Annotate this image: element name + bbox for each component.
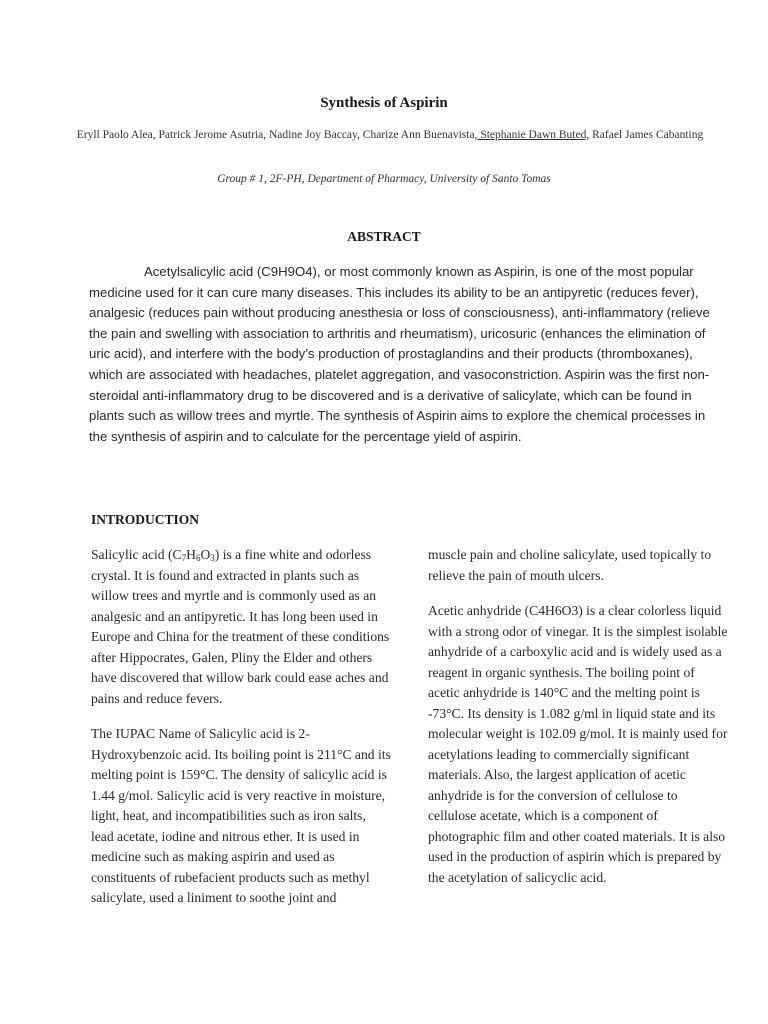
affiliation: Group # 1, 2F-PH, Department of Pharmacy, University of Santo Tomas [217, 173, 551, 185]
intro-paragraph-2: The IUPAC Name of Salicylic acid is 2-Hydroxybenzoic acid. Its boiling point is 211°C and its melting point is 159°C. The density of salicylic acid is 1.44 g/mol. Salicylic acid is very reactive in moisture, light, heat, and incompatibilities such as iron salts, lead acetate, iodine and nitrous ether. It is used in medicine such as making aspirin and used as constituents of rubefacient products such as methyl salicylate, used a liniment to soothe joint and [91, 726, 391, 905]
intro-paragraph-3: muscle pain and choline salicylate, used topically to relieve the pain of mouth ulcers. [428, 547, 712, 583]
left-column [91, 545, 391, 924]
authors-underlined: Stephanie Dawn Buted, [477, 129, 590, 141]
intro-paragraph-4: Acetic anhydride (C4H6O3) is a clear colorless liquid with a strong odor of vinegar. It is the simplest isolable anhydride of a carboxylic acid and is widely used as a reagent in organic synthesis. The boiling point of acetic anhydride is 140°C and the melting point is -73°C. Its density is 1.082 g/ml in liquid state and its molecular weight is 102.09 g/mol. It is mainly used for acetylations leading to commercially significant materials. Also, the largest application of acetic anhydride is for the conversion of cellulose to cellulose acetate, which is a component of photographic film and other coated materials. It is also used in the production of aspirin which is prepared by the acetylation of salicyclic acid. [428, 603, 728, 885]
abstract-body: Acetylsalicylic acid (C9H9O4), or most commonly known as Aspirin, is one of the most popular medicine used for it can cure many diseases. This includes its ability to be an antipyretic (reduces fever), analgesic (reduces pain without producing anesthesia or loss of consciousness), anti-inflammatory (relieve the pain and swelling with association to arthritis and rheumatism), uricosuric (enhances the elimination of uric acid), and interfere with the body’s production of prostaglandins and their products (thromboxanes), which are associated with headaches, platelet aggregation, and vasoconstriction. Aspirin was the first non-steroidal anti-inflammatory drug to be discovered and is a derivative of salicylate, which can be found in plants such as willow trees and myrtle. The synthesis of Aspirin aims to explore the chemical processes in the synthesis of aspirin and to calculate for the percentage yield of aspirin. [89, 264, 710, 444]
authors-part-2: Rafael James Cabanting [589, 129, 704, 141]
abstract-heading: ABSTRACT [347, 229, 421, 244]
right-column [428, 545, 728, 903]
introduction-heading: INTRODUCTION [91, 512, 200, 527]
authors-part-1: Eryll Paolo Alea, Patrick Jerome Asutria, Nadine Joy Baccay, Charize Ann Buenavista, [76, 129, 478, 141]
intro-paragraph-1: Salicylic acid $(C_7H_6O_3)$ is a fine white and odorless crystal. It is found and extracted in plants such as willow trees and myrtle and is commonly used as an analgesic and an antipyretic. It has long been used in Europe and China for the treatment of these conditions after Hippocrates, Galen, Pliny the Elder and others have discovered that willow bark could ease aches and pains and reduce fevers. [91, 547, 390, 706]
paper-title: Synthesis of Aspirin [320, 95, 448, 111]
author-list [60, 128, 720, 143]
